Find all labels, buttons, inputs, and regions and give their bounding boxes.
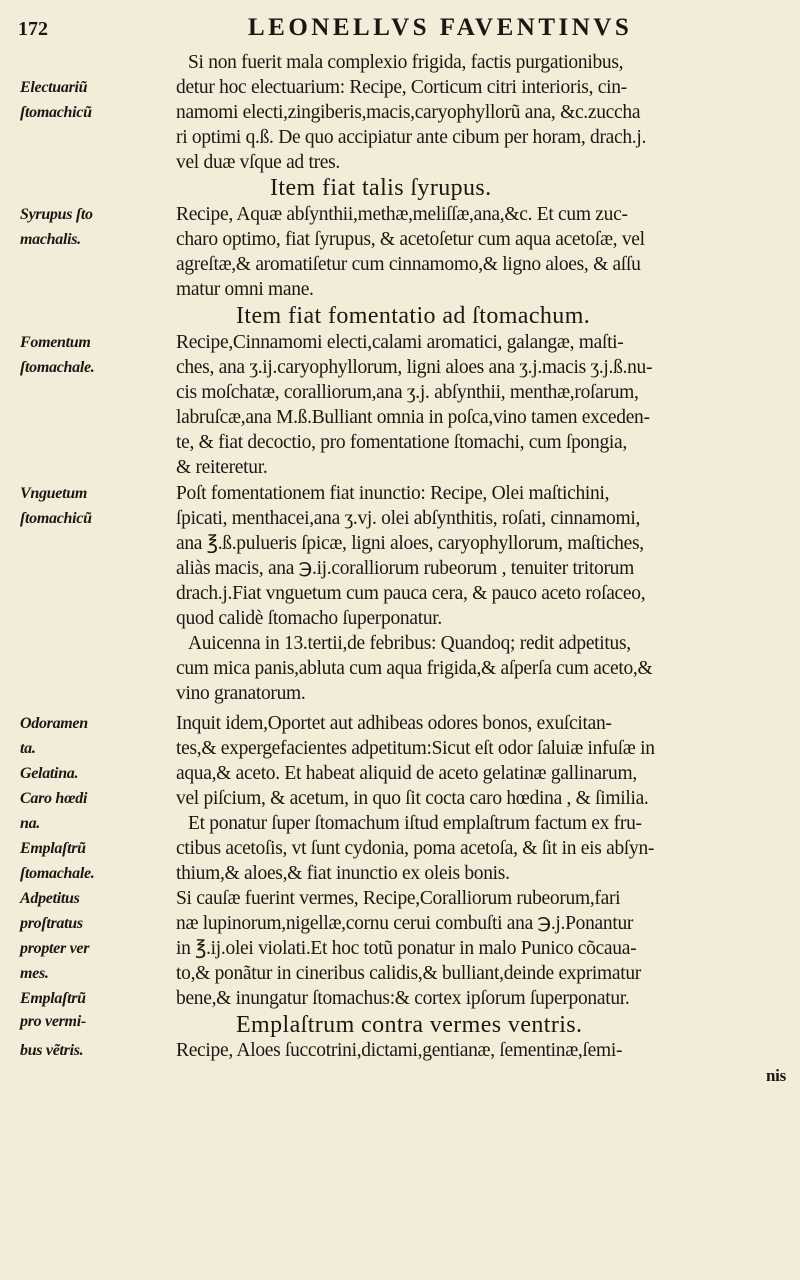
text-line [0,229,800,251]
body-text: Si non fuerit mala complexio frigida, factis purgationibus, [188,52,624,73]
text-line [0,204,800,226]
text-line [0,254,800,276]
section-heading: Item fiat talis ſyrupus. [270,175,492,201]
margin-note: na. [20,815,40,832]
margin-note: Fomentum [20,334,91,351]
text-line [0,813,800,835]
body-text: Et ponatur ſuper ſtomachum iſtud emplaſtrum factum ex fru- [188,813,642,834]
body-text: Recipe, Aquæ abſynthii,methæ,meliſſæ,ana,&c. Et cum zuc- [176,204,628,225]
text-line [0,382,800,404]
text-line [0,633,800,655]
section-heading-row [0,302,800,330]
margin-note: Electuariũ [20,79,88,96]
section-heading-row [0,1011,800,1039]
text-line [0,658,800,680]
text-line [0,963,800,985]
text-line [0,279,800,301]
body-text: Recipe, Aloes ſuccotrini,dictami,gentianæ, ſementinæ,ſemi- [176,1040,623,1061]
section-heading: Item fiat fomentatio ad ſtomachum. [236,303,591,329]
body-text: quod calidè ſtomacho ſuperponatur. [176,608,442,629]
text-line [0,763,800,785]
section-heading: Emplaſtrum contra vermes ventris. [236,1012,583,1038]
body-text: drach.j.Fiat vnguetum cum pauca cera, & pauco aceto roſaceo, [176,583,646,604]
margin-note: ſtomachicũ [20,510,92,527]
margin-note: ta. [20,740,36,757]
text-line [0,407,800,429]
body-text: ſpicati, menthacei,ana ʒ.vj. olei abſynthitis, roſati, cinnamomi, [176,508,641,529]
text-line [0,77,800,99]
body-text: Si cauſæ fuerint vermes, Recipe,Coralliorum rubeorum,fari [176,888,621,909]
margin-note: ſtomachale. [20,865,95,882]
text-line [0,558,800,580]
body-text: vino granatorum. [176,683,306,704]
body-text: Recipe,Cinnamomi electi,calami aromatici, galangæ, maſti- [176,332,624,353]
text-line [0,888,800,910]
margin-note: Syrupus ſto [20,206,93,223]
body-text: aqua,& aceto. Et habeat aliquid de aceto gelatinæ gallinarum, [176,763,637,784]
catchword: nis [766,1066,786,1085]
body-text: ana ℥.ß.pulueris ſpicæ, ligni aloes, caryophyllorum, maſtiches, [176,533,644,554]
text-line [0,52,800,74]
text-line [0,357,800,379]
text-line [0,1040,800,1062]
text-line [0,583,800,605]
margin-note: bus vẽtris. [20,1042,84,1059]
section-heading-row [0,174,800,202]
text-line [0,457,800,479]
margin-note: Gelatina. [20,765,79,782]
margin-note: propter ver [20,940,90,957]
running-title: LEONELLVS FAVENTINVS [248,14,633,41]
text-line [0,508,800,530]
margin-note: Vnguetum [20,485,87,502]
body-text: aliàs macis, ana ℈.ij.coralliorum rubeorum , tenuiter tritorum [176,558,634,579]
body-text: thium,& aloes,& fiat inunctio ex oleis bonis. [176,863,510,884]
text-line [0,102,800,124]
page-header [18,14,788,46]
body-text: vel duæ vſque ad tres. [176,152,340,173]
text-line [0,432,800,454]
text-line [0,988,800,1010]
body-text: agreſtæ,& aromatiſetur cum cinnamomo,& ligno aloes, & aſſu [176,254,641,275]
text-line [0,713,800,735]
margin-note: Caro hœdi [20,790,88,807]
body-text: bene,& inungatur ſtomachus:& cortex ipſorum ſuperponatur. [176,988,630,1009]
body-text: ches, ana ʒ.ij.caryophyllorum, ligni aloes ana ʒ.j.macis ʒ.j.ß.nu- [176,357,653,378]
margin-note: Adpetitus [20,890,80,907]
body-text: ri optimi q.ß. De quo accipiatur ante cibum per horam, drach.j. [176,127,647,148]
text-line [0,938,800,960]
body-text: labruſcæ,ana M.ß.Bulliant omnia in poſca,vino tamen exceden- [176,407,650,428]
margin-note: ſtomachicũ [20,104,92,121]
body-text: Poſt fomentationem fiat inunctio: Recipe, Olei maſtichini, [176,483,610,504]
text-line [0,838,800,860]
body-text: detur hoc electuarium: Recipe, Corticum citri interioris, cin- [176,77,627,98]
text-line [0,152,800,174]
text-line [0,483,800,505]
margin-note: pro vermi- [20,1013,86,1030]
text-line [0,788,800,810]
text-line [0,608,800,630]
margin-note: machalis. [20,231,81,248]
body-text: tes,& expergefacientes adpetitum:Sicut eſt odor ſaluiæ infuſæ in [176,738,655,759]
text-line [0,533,800,555]
margin-note: Emplaſtrũ [20,990,86,1007]
body-text: Auicenna in 13.tertii,de febribus: Quandoq; redit adpetitus, [188,633,631,654]
text-line [0,683,800,705]
body-text: næ lupinorum,nigellæ,cornu cerui combuſti ana ℈.j.Ponantur [176,913,634,934]
text-line [0,332,800,354]
body-text: vel piſcium, & acetum, in quo ſit cocta caro hœdina , & ſimilia. [176,788,649,809]
margin-note: Emplaſtrũ [20,840,86,857]
text-line [0,738,800,760]
body-text: to,& ponãtur in cineribus calidis,& bulliant,deinde exprimatur [176,963,641,984]
body-text: cum mica panis,abluta cum aqua frigida,& aſperſa cum aceto,& [176,658,653,679]
body-text: ctibus acetoſis, vt ſunt cydonia, poma acetoſa, & ſit in eis abſyn- [176,838,655,859]
text-line [0,913,800,935]
body-text: namomi electi,zingiberis,macis,caryophyllorũ ana, &c.zuccha [176,102,641,123]
body-text: in ℥.ij.olei violati.Et hoc totũ ponatur in malo Punico cõcaua- [176,938,637,959]
margin-note: mes. [20,965,49,982]
margin-note: ſtomachale. [20,359,95,376]
margin-note: proſtratus [20,915,83,932]
body-text: & reiteretur. [176,457,268,478]
body-text: charo optimo, fiat ſyrupus, & acetoſetur cum aqua acetoſæ, vel [176,229,645,250]
text-line [0,127,800,149]
margin-note: Odoramen [20,715,88,732]
body-text: Inquit idem,Oportet aut adhibeas odores bonos, exuſcitan- [176,713,612,734]
page-number: 172 [18,18,48,40]
body-text: te, & fiat decoctio, pro fomentatione ſtomachi, cum ſpongia, [176,432,627,453]
body-text: cis moſchatæ, coralliorum,ana ʒ.j. abſynthii, menthæ,roſarum, [176,382,639,403]
text-line [0,1065,800,1087]
body-text: matur omni mane. [176,279,314,300]
text-line [0,863,800,885]
